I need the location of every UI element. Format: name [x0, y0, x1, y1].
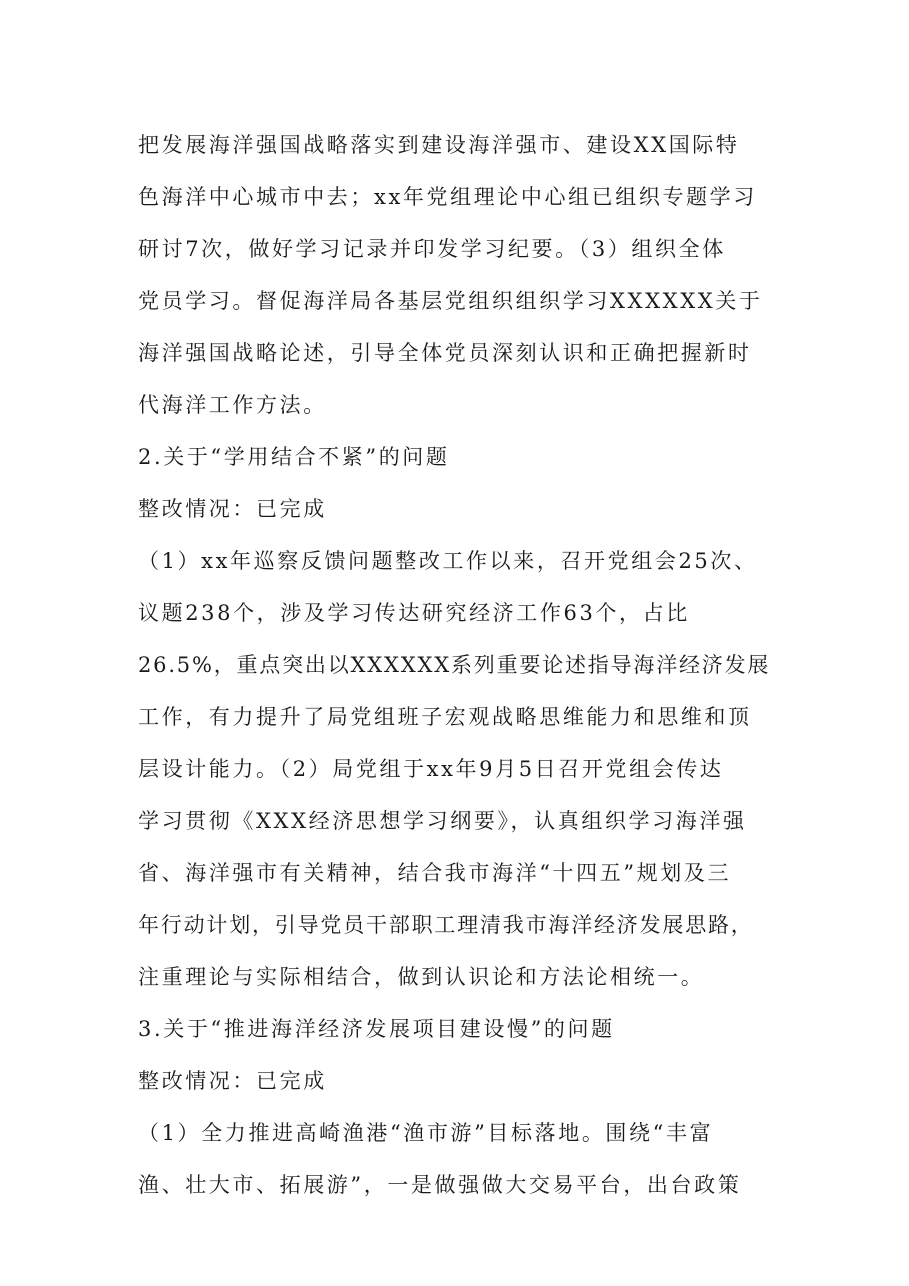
- text-line-16: 年行动计划，引导党员干部职工理清我市海洋经济发展思路，: [138, 913, 754, 937]
- text-line-3: 研讨7次，做好学习记录并印发学习纪要。（3）组织全体: [138, 237, 726, 261]
- text-line-4: 党员学习。督促海洋局各基层党组织组织学习XXXXXX关于: [138, 289, 763, 313]
- text-line-13: 层设计能力。（2）局党组于xx年9月5日召开党组会传达: [138, 757, 724, 781]
- text-line-10: 议题238个，涉及学习传达研究经济工作63个，占比: [138, 601, 690, 625]
- section-heading-2: 2.关于“学用结合不紧”的问题: [138, 445, 450, 469]
- text-line-15: 省、海洋强市有关精神，结合我市海洋“十四五”规划及三: [138, 861, 732, 885]
- text-line-12: 工作，有力提升了局党组班子宏观战略思维能力和思维和顶: [138, 705, 752, 729]
- text-line-11: 26.5%，重点突出以XXXXXX系列重要论述指导海洋经济发展: [138, 653, 771, 677]
- text-line-5: 海洋强国战略论述，引导全体党员深刻认识和正确把握新时: [138, 341, 752, 365]
- text-line-1: 把发展海洋强国战略落实到建设海洋强市、建设XX国际特: [138, 133, 740, 157]
- document-body: [138, 125, 778, 1217]
- text-line-2: 色海洋中心城市中去；xx年党组理论中心组已组织专题学习: [138, 185, 757, 209]
- text-line-20: （1）全力推进高崎渔港“渔市游”目标落地。围绕“丰富: [138, 1121, 714, 1145]
- text-line-6: 代海洋工作方法。: [138, 393, 327, 417]
- text-line-21: 渔、壮大市、拓展游”，一是做强做大交易平台，出台政策: [138, 1173, 742, 1197]
- section-heading-3: 3.关于“推进海洋经济发展项目建设慢”的问题: [138, 1017, 615, 1041]
- text-line-14: 学习贯彻《XXX经济思想学习纲要》，认真组织学习海洋强: [138, 809, 747, 833]
- status-line-2: 整改情况：已完成: [138, 497, 327, 521]
- text-line-17: 注重理论与实际相结合，做到认识论和方法论相统一。: [138, 965, 705, 989]
- text-line-9: （1）xx年巡察反馈问题整改工作以来，召开党组会25次、: [138, 549, 758, 573]
- status-line-3: 整改情况：已完成: [138, 1069, 327, 1093]
